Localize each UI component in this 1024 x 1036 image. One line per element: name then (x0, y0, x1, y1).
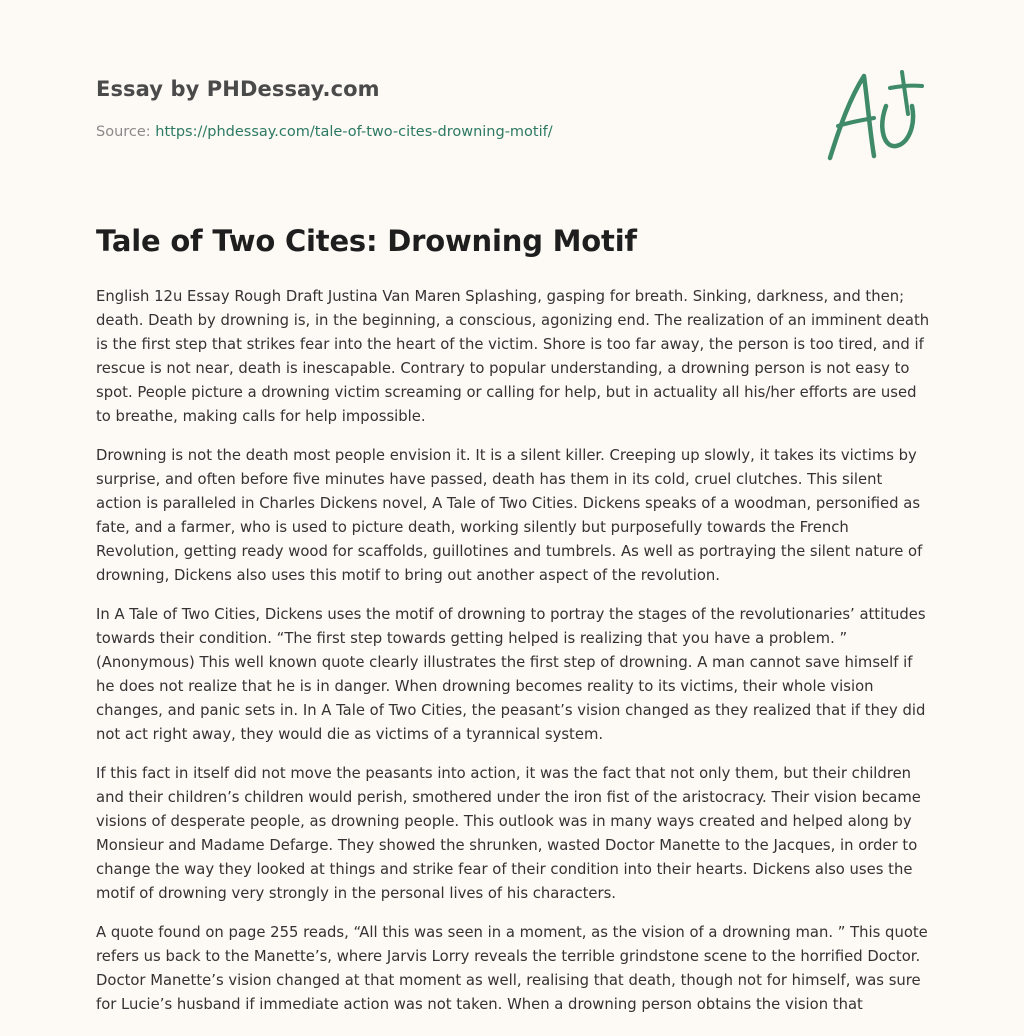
essay-paragraph: Drowning is not the death most people envision it. It is a silent killer. Creeping up slowly, it takes its victims by surprise, and often before five minutes have passed, death has them in its cold, cruel clutches. This silent action is paralleled in Charles Dickens novel, A Tale of Two Cities. Dickens speaks of a woodman, personified as fate, and a farmer, who is used to picture death, working silently but purposefully towards the French Revolution, getting ready wood for scaffolds, guillotines and tumbrels. As well as portraying the silent nature of drowning, Dickens also uses this motif to bring out another aspect of the revolution. (96, 447, 923, 584)
essay-paragraph: English 12u Essay Rough Draft Justina Van Maren Splashing, gasping for breath. Sinking, darkness, and then; death. Death by drowning is, in the beginning, a conscious, agonizing end. The realization of an imminent death is the first step that strikes fear into the heart of the victim. Shore is too far away, the person is too tired, and if rescue is not near, death is inescapable. Contrary to popular understanding, a drowning person is not easy to spot. People picture a drowning victim screaming or calling for help, but in actuality all his/her efforts are used to breathe, making calls for help impossible. (96, 288, 930, 425)
essay-paragraph: If this fact in itself did not move the peasants into action, it was the fact that not only them, but their children and their children’s children would perish, smothered under the iron fist of the aristocracy. Their vision became visions of desperate people, as drowning people. This outlook was in many ways created and helped along by Monsieur and Madame Defarge. They showed the shrunken, wasted Doctor Manette to the Jacques, in order to change the way they looked at things and strike fear of their condition into their hearts. Dickens also uses the motif of drowning very strongly in the personal lives of his characters. (96, 765, 921, 902)
source-link[interactable]: https://phdessay.com/tale-of-two-cites-drowning-motif/ (155, 124, 553, 140)
essay-page (96, 0, 932, 1036)
essay-body (96, 285, 932, 1032)
source-line (96, 124, 553, 140)
essay-paragraph: In A Tale of Two Cities, Dickens uses the motif of drowning to portray the stages of the revolutionaries’ attitudes towards their condition. “The first step towards getting helped is realizing that you have a problem. ” (Anonymous) This well known quote clearly illustrates the first step of drowning. A man cannot save himself if he does not realize that he is in danger. When drowning becomes reality to its victims, their whole vision changes, and panic sets in. In A Tale of Two Cities, the peasant’s vision changed as they realized that if they did not act right away, they would die as victims of a tyrannical system. (96, 606, 926, 743)
source-label: Source: (96, 124, 151, 140)
a-plus-logo-icon (824, 66, 928, 166)
essay-title: Tale of Two Cites: Drowning Motif (96, 224, 637, 258)
essay-paragraph: A quote found on page 255 reads, “All this was seen in a moment, as the vision of a drowning man. ” This quote refers us back to the Manette’s, where Jarvis Lorry reveals the terrible grindstone scene to the horrified Doctor. Doctor Manette’s vision changed at that moment as well, realising that death, though not for himself, was sure for Lucie’s husband if immediate action was not taken. When a drowning person obtains the vision that (96, 924, 928, 1013)
site-brand: Essay by PHDessay.com (96, 77, 380, 101)
